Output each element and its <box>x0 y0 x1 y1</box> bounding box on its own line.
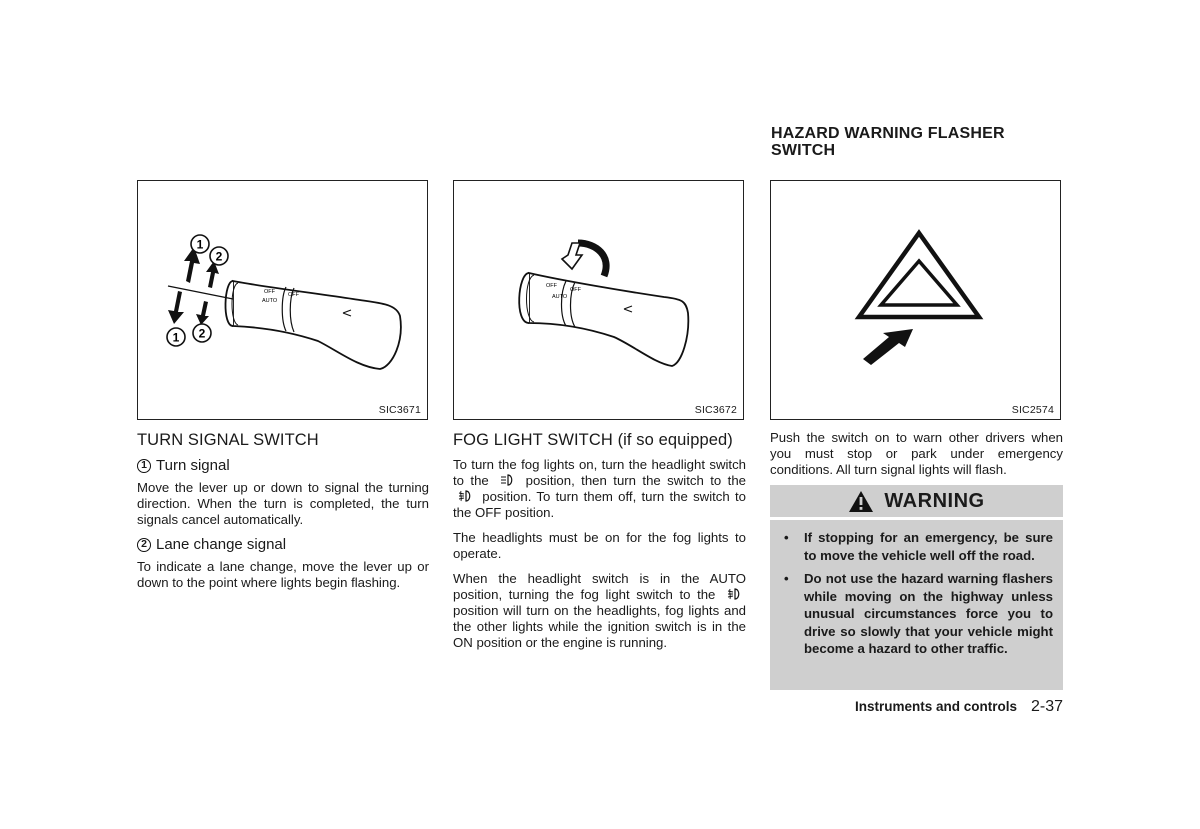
figure-code: SIC3672 <box>694 404 737 416</box>
svg-text:1: 1 <box>172 330 180 345</box>
page-footer <box>855 698 1063 716</box>
chapter-name: Instruments and controls <box>855 699 1018 714</box>
warning-list <box>770 529 1063 664</box>
figure-code: SIC3671 <box>378 404 421 416</box>
fog-light-paragraph-1: To turn the fog lights on, turn the headlight switch to the position, then turn the switch to the position. To turn them off, turn the switch to the OFF position. <box>453 457 747 520</box>
turn-signal-subtitle <box>137 457 230 474</box>
hazard-figure <box>770 180 1061 420</box>
fog-light-paragraph-2: The headlights must be on for the fog lights to operate. <box>453 530 746 561</box>
number-1-icon: 1 <box>137 459 151 473</box>
hazard-paragraph: Push the switch on to warn other drivers when you must stop or park under emergency conditions. All turn signal lights will flash. <box>770 430 1063 477</box>
lever-auto-label: AUTO <box>262 298 278 304</box>
svg-text:OFF: OFF <box>288 292 299 298</box>
turn-signal-lever-illustration <box>138 181 429 421</box>
headlight-icon <box>499 474 515 486</box>
warning-item: • If stopping for an emergency, be sure to move the vehicle well off the road. <box>784 530 1053 563</box>
fog-light-title: FOG LIGHT SWITCH (if so equipped) <box>453 431 733 449</box>
page-number: 2-37 <box>1031 698 1064 715</box>
fog-light-lever-illustration <box>454 181 745 421</box>
fog-light-icon <box>726 588 742 600</box>
lever-off-label: OFF <box>264 289 275 295</box>
fog-light-icon <box>457 490 473 502</box>
fog-light-paragraph-3: When the headlight switch is in the AUTO position, turning the fog light switch to the position will turn on the headlights, fog lights and the other lights while the ignition switch is in the ON position or the engine is running. <box>453 571 746 650</box>
svg-text:2: 2 <box>198 326 206 341</box>
lane-change-paragraph: To indicate a lane change, move the lever up or down to the point where lights begin flashing. <box>137 559 429 590</box>
turn-signal-title: TURN SIGNAL SWITCH <box>137 431 319 449</box>
figure-marker-2-bottom <box>193 324 211 342</box>
fog-light-figure <box>453 180 744 420</box>
lane-change-subtitle-text: Lane change signal <box>156 536 287 553</box>
warning-label: WARNING <box>884 489 985 512</box>
fog-lever-off-label: OFF <box>546 283 557 289</box>
figure-marker-2-top <box>210 247 228 265</box>
warning-item: • Do not use the hazard warning flashers while moving on the highway unless unusual circumstances force you to drive so slowly that your vehicle might become a hazard to other traffic. <box>784 571 1053 656</box>
warning-header <box>770 485 1063 520</box>
number-2-icon: 2 <box>137 538 151 552</box>
svg-text:OFF: OFF <box>570 287 581 293</box>
warning-box <box>770 485 1063 690</box>
hazard-switch-illustration <box>771 181 1062 421</box>
press-arrow-icon <box>863 329 913 365</box>
turn-signal-figure <box>137 180 428 420</box>
svg-text:2: 2 <box>215 249 223 264</box>
hazard-heading: HAZARD WARNING FLASHER SWITCH <box>771 125 1005 159</box>
fog-lever-auto-label: AUTO <box>552 294 568 300</box>
lane-change-subtitle <box>137 536 286 553</box>
turn-signal-subtitle-text: Turn signal <box>156 457 230 474</box>
turn-signal-paragraph: Move the lever up or down to signal the turning direction. When the turn is completed, the turn signals cancel automatically. <box>137 480 429 527</box>
svg-text:1: 1 <box>196 237 204 252</box>
figure-marker-1-bottom <box>167 328 185 346</box>
warning-triangle-icon <box>848 490 874 513</box>
bullet-icon: • <box>784 530 789 545</box>
figure-marker-1-top <box>191 235 209 253</box>
figure-code: SIC2574 <box>1011 404 1054 416</box>
bullet-icon: • <box>784 571 789 586</box>
